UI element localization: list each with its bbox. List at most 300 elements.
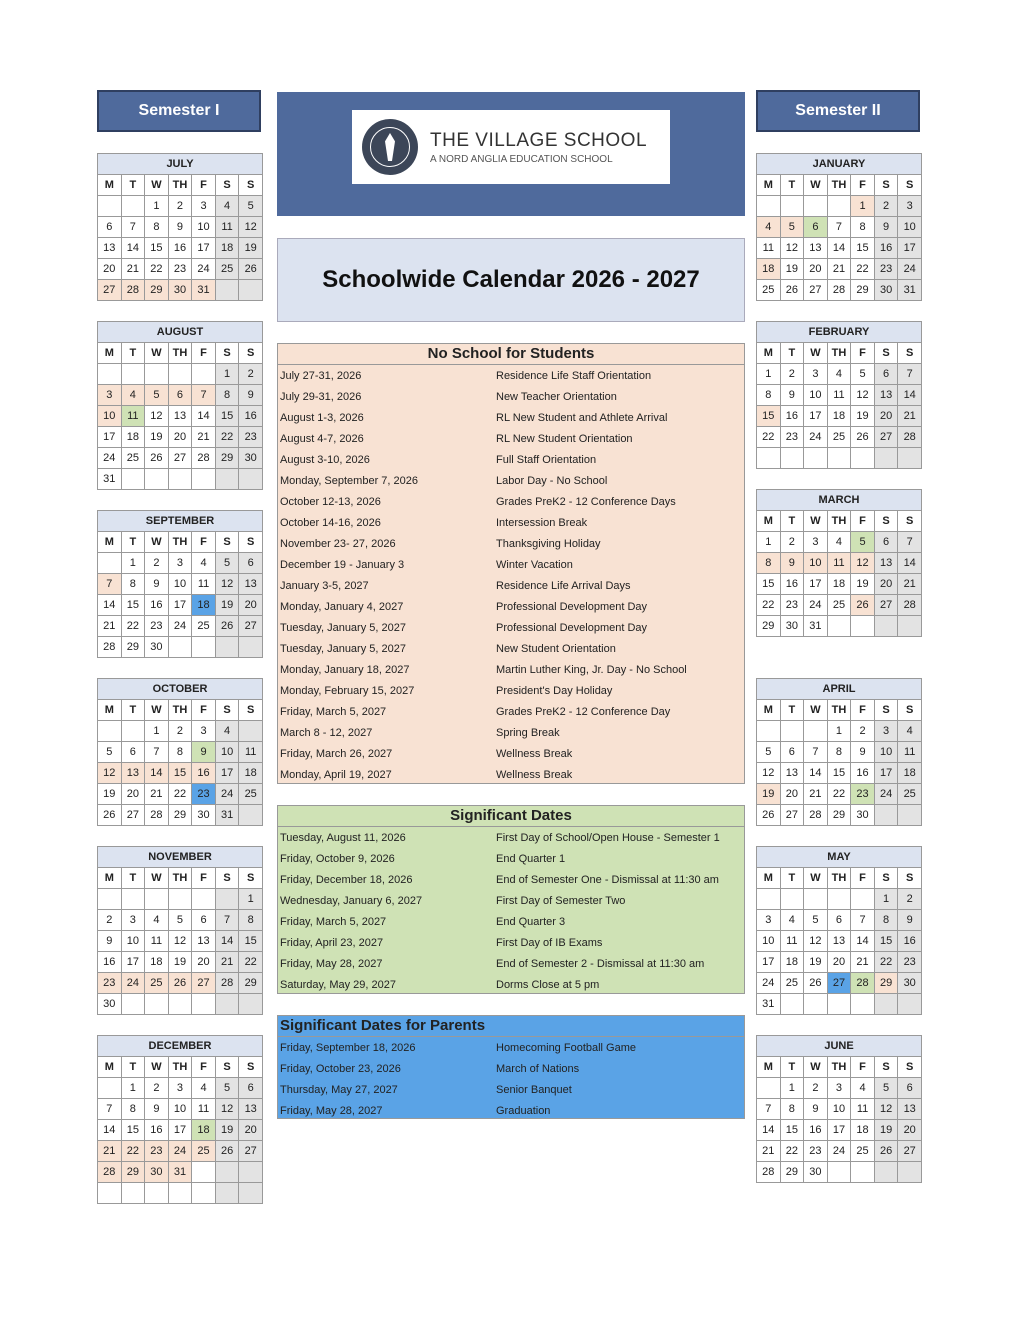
day-cell [192, 1162, 216, 1183]
day-cell [168, 1183, 192, 1204]
day-cell: 30 [780, 616, 804, 637]
day-cell: 15 [121, 1120, 145, 1141]
day-cell: 17 [98, 427, 122, 448]
day-cell: 31 [898, 280, 922, 301]
day-cell [239, 1162, 263, 1183]
day-cell: 16 [898, 931, 922, 952]
weekday-header: S [874, 868, 898, 889]
day-cell: 7 [98, 574, 122, 595]
weekday-header: S [215, 343, 239, 364]
day-cell: 27 [121, 805, 145, 826]
day-cell: 7 [757, 1099, 781, 1120]
month-name: APRIL [757, 679, 922, 700]
day-cell: 21 [851, 952, 875, 973]
day-cell: 13 [98, 238, 122, 259]
month-name: FEBRUARY [757, 322, 922, 343]
day-cell: 27 [898, 1141, 922, 1162]
weekday-header: S [898, 175, 922, 196]
page-title: Schoolwide Calendar 2026 - 2027 [277, 238, 745, 322]
day-cell: 11 [827, 385, 851, 406]
day-cell: 11 [145, 931, 169, 952]
weekday-header: F [851, 868, 875, 889]
day-cell: 4 [145, 910, 169, 931]
weekday-header: S [239, 175, 263, 196]
day-cell: 24 [168, 1141, 192, 1162]
day-cell [215, 1183, 239, 1204]
day-cell [98, 1183, 122, 1204]
day-cell: 28 [898, 595, 922, 616]
event-description: Professional Development Day [496, 600, 648, 613]
day-cell: 14 [192, 406, 216, 427]
day-cell: 26 [215, 1141, 239, 1162]
day-cell [804, 721, 828, 742]
semester-1-header: Semester I [97, 90, 261, 132]
day-cell [121, 1183, 145, 1204]
day-cell [121, 364, 145, 385]
weekday-header: F [851, 175, 875, 196]
event-row [278, 491, 744, 512]
event-date: July 27-31, 2026 [280, 369, 362, 382]
day-cell: 19 [780, 259, 804, 280]
day-cell: 3 [98, 385, 122, 406]
day-cell: 24 [98, 448, 122, 469]
day-cell: 18 [851, 1120, 875, 1141]
day-cell: 16 [874, 238, 898, 259]
month-calendar [756, 489, 922, 637]
day-cell [239, 994, 263, 1015]
day-cell: 30 [874, 280, 898, 301]
day-cell: 2 [168, 196, 192, 217]
day-cell: 13 [239, 574, 263, 595]
day-cell: 4 [851, 1078, 875, 1099]
day-cell: 25 [851, 1141, 875, 1162]
day-cell: 31 [168, 1162, 192, 1183]
day-cell: 28 [851, 973, 875, 994]
event-date: Friday, March 5, 2027 [280, 705, 387, 718]
event-row [278, 575, 744, 596]
event-description: End Quarter 1 [496, 852, 566, 865]
day-cell: 2 [804, 1078, 828, 1099]
event-date: November 23- 27, 2026 [280, 537, 396, 550]
day-cell: 13 [192, 931, 216, 952]
day-cell [192, 1183, 216, 1204]
day-cell [851, 616, 875, 637]
day-cell: 3 [874, 721, 898, 742]
event-description: Homecoming Football Game [496, 1041, 637, 1054]
day-cell: 7 [215, 910, 239, 931]
weekday-header: S [215, 175, 239, 196]
weekday-header: F [192, 1057, 216, 1078]
day-cell: 25 [898, 784, 922, 805]
day-cell: 30 [145, 637, 169, 658]
day-cell: 22 [215, 427, 239, 448]
day-cell: 20 [804, 259, 828, 280]
day-cell: 13 [780, 763, 804, 784]
day-cell: 20 [239, 1120, 263, 1141]
day-cell: 17 [757, 952, 781, 973]
day-cell: 2 [874, 196, 898, 217]
day-cell: 9 [145, 1099, 169, 1120]
weekday-header: TH [168, 532, 192, 553]
day-cell [874, 805, 898, 826]
day-cell: 13 [827, 931, 851, 952]
month-name: AUGUST [98, 322, 263, 343]
day-cell: 8 [851, 217, 875, 238]
day-cell [215, 280, 239, 301]
event-row [278, 932, 744, 953]
weekday-header: TH [168, 700, 192, 721]
event-date: Friday, September 18, 2026 [280, 1041, 416, 1054]
day-cell [98, 553, 122, 574]
day-cell: 24 [215, 784, 239, 805]
day-cell: 18 [780, 952, 804, 973]
event-description: March of Nations [496, 1062, 580, 1075]
day-cell: 26 [239, 259, 263, 280]
day-cell: 3 [192, 196, 216, 217]
event-description: End of Semester 2 - Dismissal at 11:30 am [496, 957, 705, 970]
day-cell: 4 [215, 721, 239, 742]
day-cell: 20 [874, 574, 898, 595]
day-cell: 10 [874, 742, 898, 763]
day-cell: 11 [192, 1099, 216, 1120]
event-row [278, 659, 744, 680]
day-cell [192, 364, 216, 385]
day-cell: 14 [757, 1120, 781, 1141]
day-cell: 4 [898, 721, 922, 742]
event-date: Friday, October 23, 2026 [280, 1062, 401, 1075]
day-cell: 29 [851, 280, 875, 301]
day-cell: 8 [827, 742, 851, 763]
day-cell: 27 [168, 448, 192, 469]
event-description: RL New Student Orientation [496, 432, 633, 445]
event-date: Tuesday, January 5, 2027 [280, 642, 406, 655]
day-cell: 18 [239, 763, 263, 784]
day-cell: 12 [851, 385, 875, 406]
day-cell: 19 [145, 427, 169, 448]
weekday-header: M [757, 343, 781, 364]
parent-dates-section [277, 1015, 745, 1119]
weekday-header: TH [827, 1057, 851, 1078]
event-description: First Day of Semester Two [496, 894, 626, 907]
day-cell: 26 [804, 973, 828, 994]
day-cell: 21 [827, 259, 851, 280]
day-cell [780, 994, 804, 1015]
month-name: OCTOBER [98, 679, 263, 700]
day-cell: 8 [121, 574, 145, 595]
event-date: Friday, December 18, 2026 [280, 873, 413, 886]
day-cell: 22 [239, 952, 263, 973]
day-cell: 16 [168, 238, 192, 259]
event-row [278, 974, 744, 995]
weekday-header: F [851, 511, 875, 532]
event-description: Wellness Break [496, 747, 573, 760]
event-description: Grades PreK2 - 12 Conference Day [496, 705, 671, 718]
event-description: First Day of IB Exams [496, 936, 603, 949]
weekday-header: S [874, 700, 898, 721]
day-cell: 25 [145, 973, 169, 994]
day-cell [827, 196, 851, 217]
day-cell: 26 [145, 448, 169, 469]
semester-2-header: Semester II [756, 90, 920, 132]
day-cell: 24 [168, 616, 192, 637]
event-row [278, 953, 744, 974]
day-cell: 30 [168, 280, 192, 301]
day-cell: 2 [168, 721, 192, 742]
day-cell [827, 616, 851, 637]
day-cell [898, 994, 922, 1015]
day-cell: 8 [215, 385, 239, 406]
day-cell [898, 1162, 922, 1183]
day-cell: 11 [239, 742, 263, 763]
day-cell [757, 721, 781, 742]
event-date: Monday, April 19, 2027 [280, 768, 392, 781]
weekday-header: TH [168, 1057, 192, 1078]
day-cell: 18 [192, 1120, 216, 1141]
day-cell: 25 [192, 1141, 216, 1162]
day-cell: 28 [804, 805, 828, 826]
weekday-header: M [98, 1057, 122, 1078]
event-date: January 3-5, 2027 [280, 579, 369, 592]
day-cell: 25 [757, 280, 781, 301]
day-cell: 2 [145, 1078, 169, 1099]
day-cell [851, 994, 875, 1015]
day-cell: 14 [827, 238, 851, 259]
day-cell: 26 [168, 973, 192, 994]
day-cell: 18 [827, 406, 851, 427]
day-cell: 21 [145, 784, 169, 805]
weekday-header: S [215, 868, 239, 889]
day-cell [239, 280, 263, 301]
day-cell: 15 [121, 595, 145, 616]
day-cell: 20 [898, 1120, 922, 1141]
day-cell [804, 994, 828, 1015]
day-cell: 22 [121, 1141, 145, 1162]
weekday-header: W [804, 700, 828, 721]
day-cell: 10 [898, 217, 922, 238]
day-cell: 16 [780, 406, 804, 427]
day-cell: 7 [898, 532, 922, 553]
weekday-header: T [780, 1057, 804, 1078]
day-cell: 1 [239, 889, 263, 910]
event-row [278, 869, 744, 890]
day-cell [98, 364, 122, 385]
event-date: Friday, March 5, 2027 [280, 915, 387, 928]
day-cell: 28 [215, 973, 239, 994]
day-cell: 29 [121, 637, 145, 658]
day-cell: 24 [121, 973, 145, 994]
day-cell: 8 [874, 910, 898, 931]
month-calendar [97, 153, 263, 301]
event-row [278, 911, 744, 932]
day-cell: 23 [874, 259, 898, 280]
school-name: THE VILLAGE SCHOOL [430, 129, 648, 151]
day-cell [827, 448, 851, 469]
day-cell: 30 [145, 1162, 169, 1183]
day-cell: 24 [804, 595, 828, 616]
day-cell: 4 [192, 553, 216, 574]
day-cell: 9 [780, 385, 804, 406]
day-cell: 20 [239, 595, 263, 616]
day-cell: 22 [757, 595, 781, 616]
weekday-header: M [98, 175, 122, 196]
month-calendar [756, 321, 922, 469]
month-calendar [97, 321, 263, 490]
day-cell: 10 [168, 574, 192, 595]
day-cell: 6 [98, 217, 122, 238]
day-cell [874, 994, 898, 1015]
day-cell [98, 889, 122, 910]
event-description: RL New Student and Athlete Arrival [496, 411, 668, 424]
weekday-header: M [98, 868, 122, 889]
day-cell: 17 [898, 238, 922, 259]
significant-dates-section [277, 805, 745, 994]
event-date: Monday, January 18, 2027 [280, 663, 410, 676]
day-cell: 27 [192, 973, 216, 994]
day-cell: 2 [898, 889, 922, 910]
day-cell: 22 [757, 427, 781, 448]
school-tagline: A NORD ANGLIA EDUCATION SCHOOL [430, 153, 613, 165]
event-description: New Student Orientation [496, 642, 616, 655]
event-row [278, 470, 744, 491]
day-cell: 7 [851, 910, 875, 931]
event-description: Professional Development Day [496, 621, 648, 634]
day-cell: 28 [898, 427, 922, 448]
day-cell: 31 [192, 280, 216, 301]
day-cell: 21 [121, 259, 145, 280]
day-cell: 1 [145, 721, 169, 742]
weekday-header: S [874, 175, 898, 196]
event-description: Intersession Break [496, 516, 588, 529]
day-cell: 18 [192, 595, 216, 616]
day-cell: 29 [121, 1162, 145, 1183]
event-row [278, 407, 744, 428]
day-cell: 21 [757, 1141, 781, 1162]
day-cell: 22 [827, 784, 851, 805]
day-cell: 1 [121, 553, 145, 574]
day-cell: 31 [757, 994, 781, 1015]
weekday-header: TH [827, 868, 851, 889]
day-cell: 17 [874, 763, 898, 784]
day-cell: 7 [145, 742, 169, 763]
day-cell: 27 [239, 616, 263, 637]
day-cell: 31 [215, 805, 239, 826]
day-cell: 12 [215, 574, 239, 595]
day-cell: 8 [239, 910, 263, 931]
day-cell: 17 [121, 952, 145, 973]
day-cell: 3 [827, 1078, 851, 1099]
day-cell: 14 [121, 238, 145, 259]
day-cell: 13 [168, 406, 192, 427]
day-cell: 17 [168, 595, 192, 616]
weekday-header: T [121, 532, 145, 553]
event-row [278, 890, 744, 911]
day-cell: 23 [780, 595, 804, 616]
day-cell: 21 [98, 616, 122, 637]
day-cell: 21 [898, 406, 922, 427]
day-cell: 8 [145, 217, 169, 238]
day-cell: 27 [98, 280, 122, 301]
day-cell: 30 [98, 994, 122, 1015]
month-name: JULY [98, 154, 263, 175]
day-cell: 9 [145, 574, 169, 595]
weekday-header: T [780, 868, 804, 889]
day-cell: 26 [757, 805, 781, 826]
event-description: President's Day Holiday [496, 684, 613, 697]
day-cell: 8 [121, 1099, 145, 1120]
day-cell: 5 [757, 742, 781, 763]
day-cell: 13 [121, 763, 145, 784]
day-cell: 6 [898, 1078, 922, 1099]
weekday-header: M [757, 511, 781, 532]
day-cell: 27 [827, 973, 851, 994]
day-cell: 31 [98, 469, 122, 490]
event-description: First Day of School/Open House - Semester 1 [496, 831, 720, 844]
day-cell: 28 [145, 805, 169, 826]
event-date: March 8 - 12, 2027 [280, 726, 373, 739]
day-cell: 10 [121, 931, 145, 952]
day-cell [168, 994, 192, 1015]
weekday-header: TH [827, 511, 851, 532]
day-cell: 16 [145, 1120, 169, 1141]
day-cell: 18 [121, 427, 145, 448]
day-cell [192, 637, 216, 658]
day-cell: 22 [780, 1141, 804, 1162]
school-seal-icon [362, 119, 418, 175]
day-cell: 10 [757, 931, 781, 952]
event-date: August 3-10, 2026 [280, 453, 370, 466]
day-cell: 11 [121, 406, 145, 427]
day-cell: 12 [168, 931, 192, 952]
day-cell: 5 [145, 385, 169, 406]
day-cell: 12 [780, 238, 804, 259]
day-cell [780, 721, 804, 742]
day-cell: 6 [121, 742, 145, 763]
weekday-header: F [192, 700, 216, 721]
day-cell: 13 [804, 238, 828, 259]
weekday-header: S [215, 1057, 239, 1078]
weekday-header: S [239, 343, 263, 364]
day-cell [145, 889, 169, 910]
day-cell [121, 721, 145, 742]
day-cell: 6 [804, 217, 828, 238]
event-date: Friday, March 26, 2027 [280, 747, 393, 760]
weekday-header: S [898, 1057, 922, 1078]
day-cell: 12 [239, 217, 263, 238]
day-cell: 8 [757, 553, 781, 574]
day-cell [898, 616, 922, 637]
day-cell: 17 [804, 406, 828, 427]
day-cell: 20 [98, 259, 122, 280]
day-cell: 5 [804, 910, 828, 931]
month-name: NOVEMBER [98, 847, 263, 868]
day-cell [215, 1162, 239, 1183]
day-cell: 16 [98, 952, 122, 973]
weekday-header: W [145, 532, 169, 553]
day-cell [757, 889, 781, 910]
event-date: Saturday, May 29, 2027 [280, 978, 396, 991]
day-cell: 3 [898, 196, 922, 217]
day-cell: 20 [168, 427, 192, 448]
weekday-header: F [192, 175, 216, 196]
day-cell: 5 [874, 1078, 898, 1099]
day-cell [851, 889, 875, 910]
day-cell: 20 [874, 406, 898, 427]
day-cell: 26 [851, 427, 875, 448]
day-cell [780, 889, 804, 910]
month-calendar [97, 846, 263, 1015]
event-description: End Quarter 3 [496, 915, 566, 928]
day-cell: 19 [168, 952, 192, 973]
